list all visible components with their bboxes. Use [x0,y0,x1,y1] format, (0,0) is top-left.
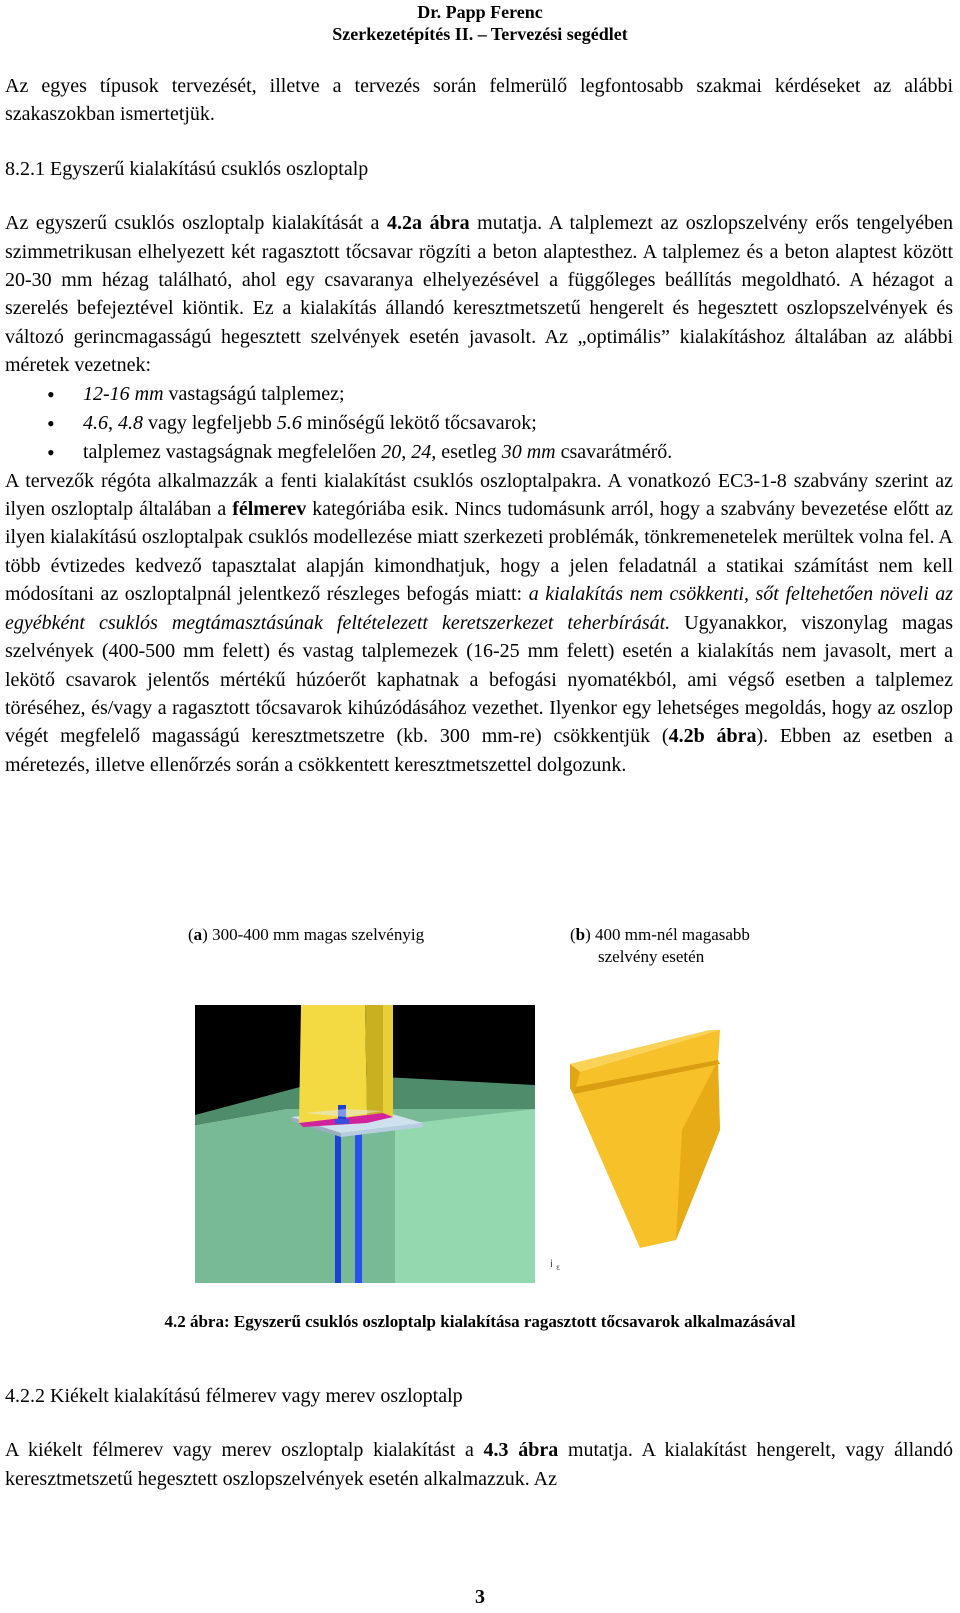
text: mutatja. A kialakítást hengerelt, vagy állandó keresztmetszetű hegesztett oszlopszelvények esetén alkalmazzuk. Az [5,1439,954,1490]
text: minőségű lekötő tőcsavarok; [301,411,537,434]
text: , [108,411,118,434]
text: A kiékelt félmerev vagy merev oszloptalp kialakítást a [5,1439,484,1462]
text: ) 400 mm-nél magasabb [585,925,750,944]
header-course: Szerkezetépítés II. – Tervezési segédlet [332,24,628,44]
text: 5.6 [276,411,302,434]
section-heading-4-2-2: 4.2.2 Kiékelt kialakítású félmerev vagy merev oszloptalp [5,1385,463,1407]
text: mutatja. A talplemezt az oszlopszelvény erős tengelyében szimmetrikusan elhelyezett két ragasztott tőcsavar rögzíti a beton alaptesthez. A talplemez és a beton alaptest között 20-30 mm hézag található, ahol egy csavaranya elhelyezésével a függőleges beállítás megoldható. A hézagot a szerelés befejeztével kiöntik. Ez a kialakítás állandó keresztmetszetű hengerelt és hegesztett oszlopszelvények és változó gerincmagasságú hegesztett szelvények esetén javasolt. Az „optimális” kialakításhoz általában az alábbi méretek vezetnek: [5,212,954,377]
figure-ref-4-2a: 4.2a ábra [387,212,470,235]
italic-statement: a kialakítás nem csökkenti, sőt feltehetően növeli az egyébként csuklós megtámasztásúnak feltételezett keretszerkezet teherbírását. [5,583,954,634]
text: ). Ebben az esetben a méretezés, illetve ellenőrzés során a csökkentett keresztmetszettel dolgozunk. [5,725,954,776]
header-author: Dr. Papp Ferenc [417,2,543,22]
subcaption-b [570,924,830,968]
section-4-2-2 [5,1382,953,1493]
text: szelvény esetén [598,947,705,966]
paragraph-2 [5,467,953,779]
bold-term: félmerev [232,498,307,521]
list-item [5,438,953,467]
text: vagy legfeljebb [143,411,277,434]
text: A tervezők régóta alkalmazzák a fenti kialakítást csuklós oszloptalpakra. A vonatkozó EC3-1-8 szabvány szerint az ilyen oszloptalp általában a [5,469,953,521]
text: 30 mm [501,440,556,463]
text: 4.8 [118,411,143,434]
text: talplemez vastagságnak megfelelően [83,440,382,463]
page-number: 3 [475,1586,485,1608]
text: 4.6 [83,411,108,434]
paragraph-3 [5,1436,953,1493]
list-item [5,380,953,409]
text: 20 [381,440,402,463]
tapered-column-illustration-b [550,1030,750,1275]
page-header [0,0,960,45]
text: Ugyanakkor, viszonylag magas szelvények (400-500 mm felett) és vastag talplemezek (16-25 mm felett) esetén a kialakítás nem javasolt, mert a lekötő csavarok jelentős mértékű húzóerőt kaphatnak a befogási nyomatékból, ami végső esetben a talplemez töréséhez, és/vagy a ragasztott tőcsavarok kihúzódásához vezethet. Ilyenkor egy lehetséges megoldás, hogy az oszlop végét megfelelő magasságú keresztmetszetre (kb. 300 mm-re) csökkentjük ( [5,611,953,748]
text: 24, [411,440,437,463]
subcaption-a [188,924,424,946]
text: b [575,925,586,944]
text: vastagságú talplemez; [163,382,345,405]
text: 12-16 mm [83,382,164,405]
section-heading-8-2-1: 8.2.1 Egyszerű kialakítású csuklós oszloptalp [5,157,369,180]
text: kategóriába esik. Nincs tudomásunk arról, hogy a szabvány bevezetése előtt az ilyen kialakítású oszloptalpak csuklós modellezése miatt szerkezeti problémák, tönkremenetelek merültek volna fel. A több évtizedes kedvező tapasztalat alapján kimondhatjuk, hogy a jelen feladatnál a statikai számítást nem kell módosítani az oszloptalpnál jelentkező részleges befogás miatt: [5,498,953,606]
text: ) 300-400 mm magas szelvényig [202,925,425,944]
text: Az egyszerű csuklós oszloptalp kialakítását a [5,212,388,235]
main-content [5,72,953,779]
paragraph-1 [5,209,953,379]
text: , [401,440,412,463]
figure-caption: 4.2 ábra: Egyszerű csuklós oszloptalp kialakítása ragasztott tőcsavarok alkalmazásával [164,1312,796,1331]
text: esetleg [436,440,502,463]
figure-ref-4-2b: 4.2b ábra [668,725,757,748]
text: ( [188,925,194,944]
dimension-list [5,380,953,467]
column-base-illustration-a [195,1005,535,1283]
text: ( [570,925,576,944]
list-item [5,409,953,438]
text: csavarátmérő. [555,440,673,463]
intro-paragraph: Az egyes típusok tervezését, illetve a tervezés során felmerülő legfontosabb szakmai kérdéseket az alábbi szakaszokban ismertetjük. [5,75,953,126]
svg-text:i: i [550,1259,553,1270]
svg-text:ε: ε [556,1263,561,1272]
text: a [193,925,203,944]
figure-ref-4-3: 4.3 ábra [483,1439,559,1462]
